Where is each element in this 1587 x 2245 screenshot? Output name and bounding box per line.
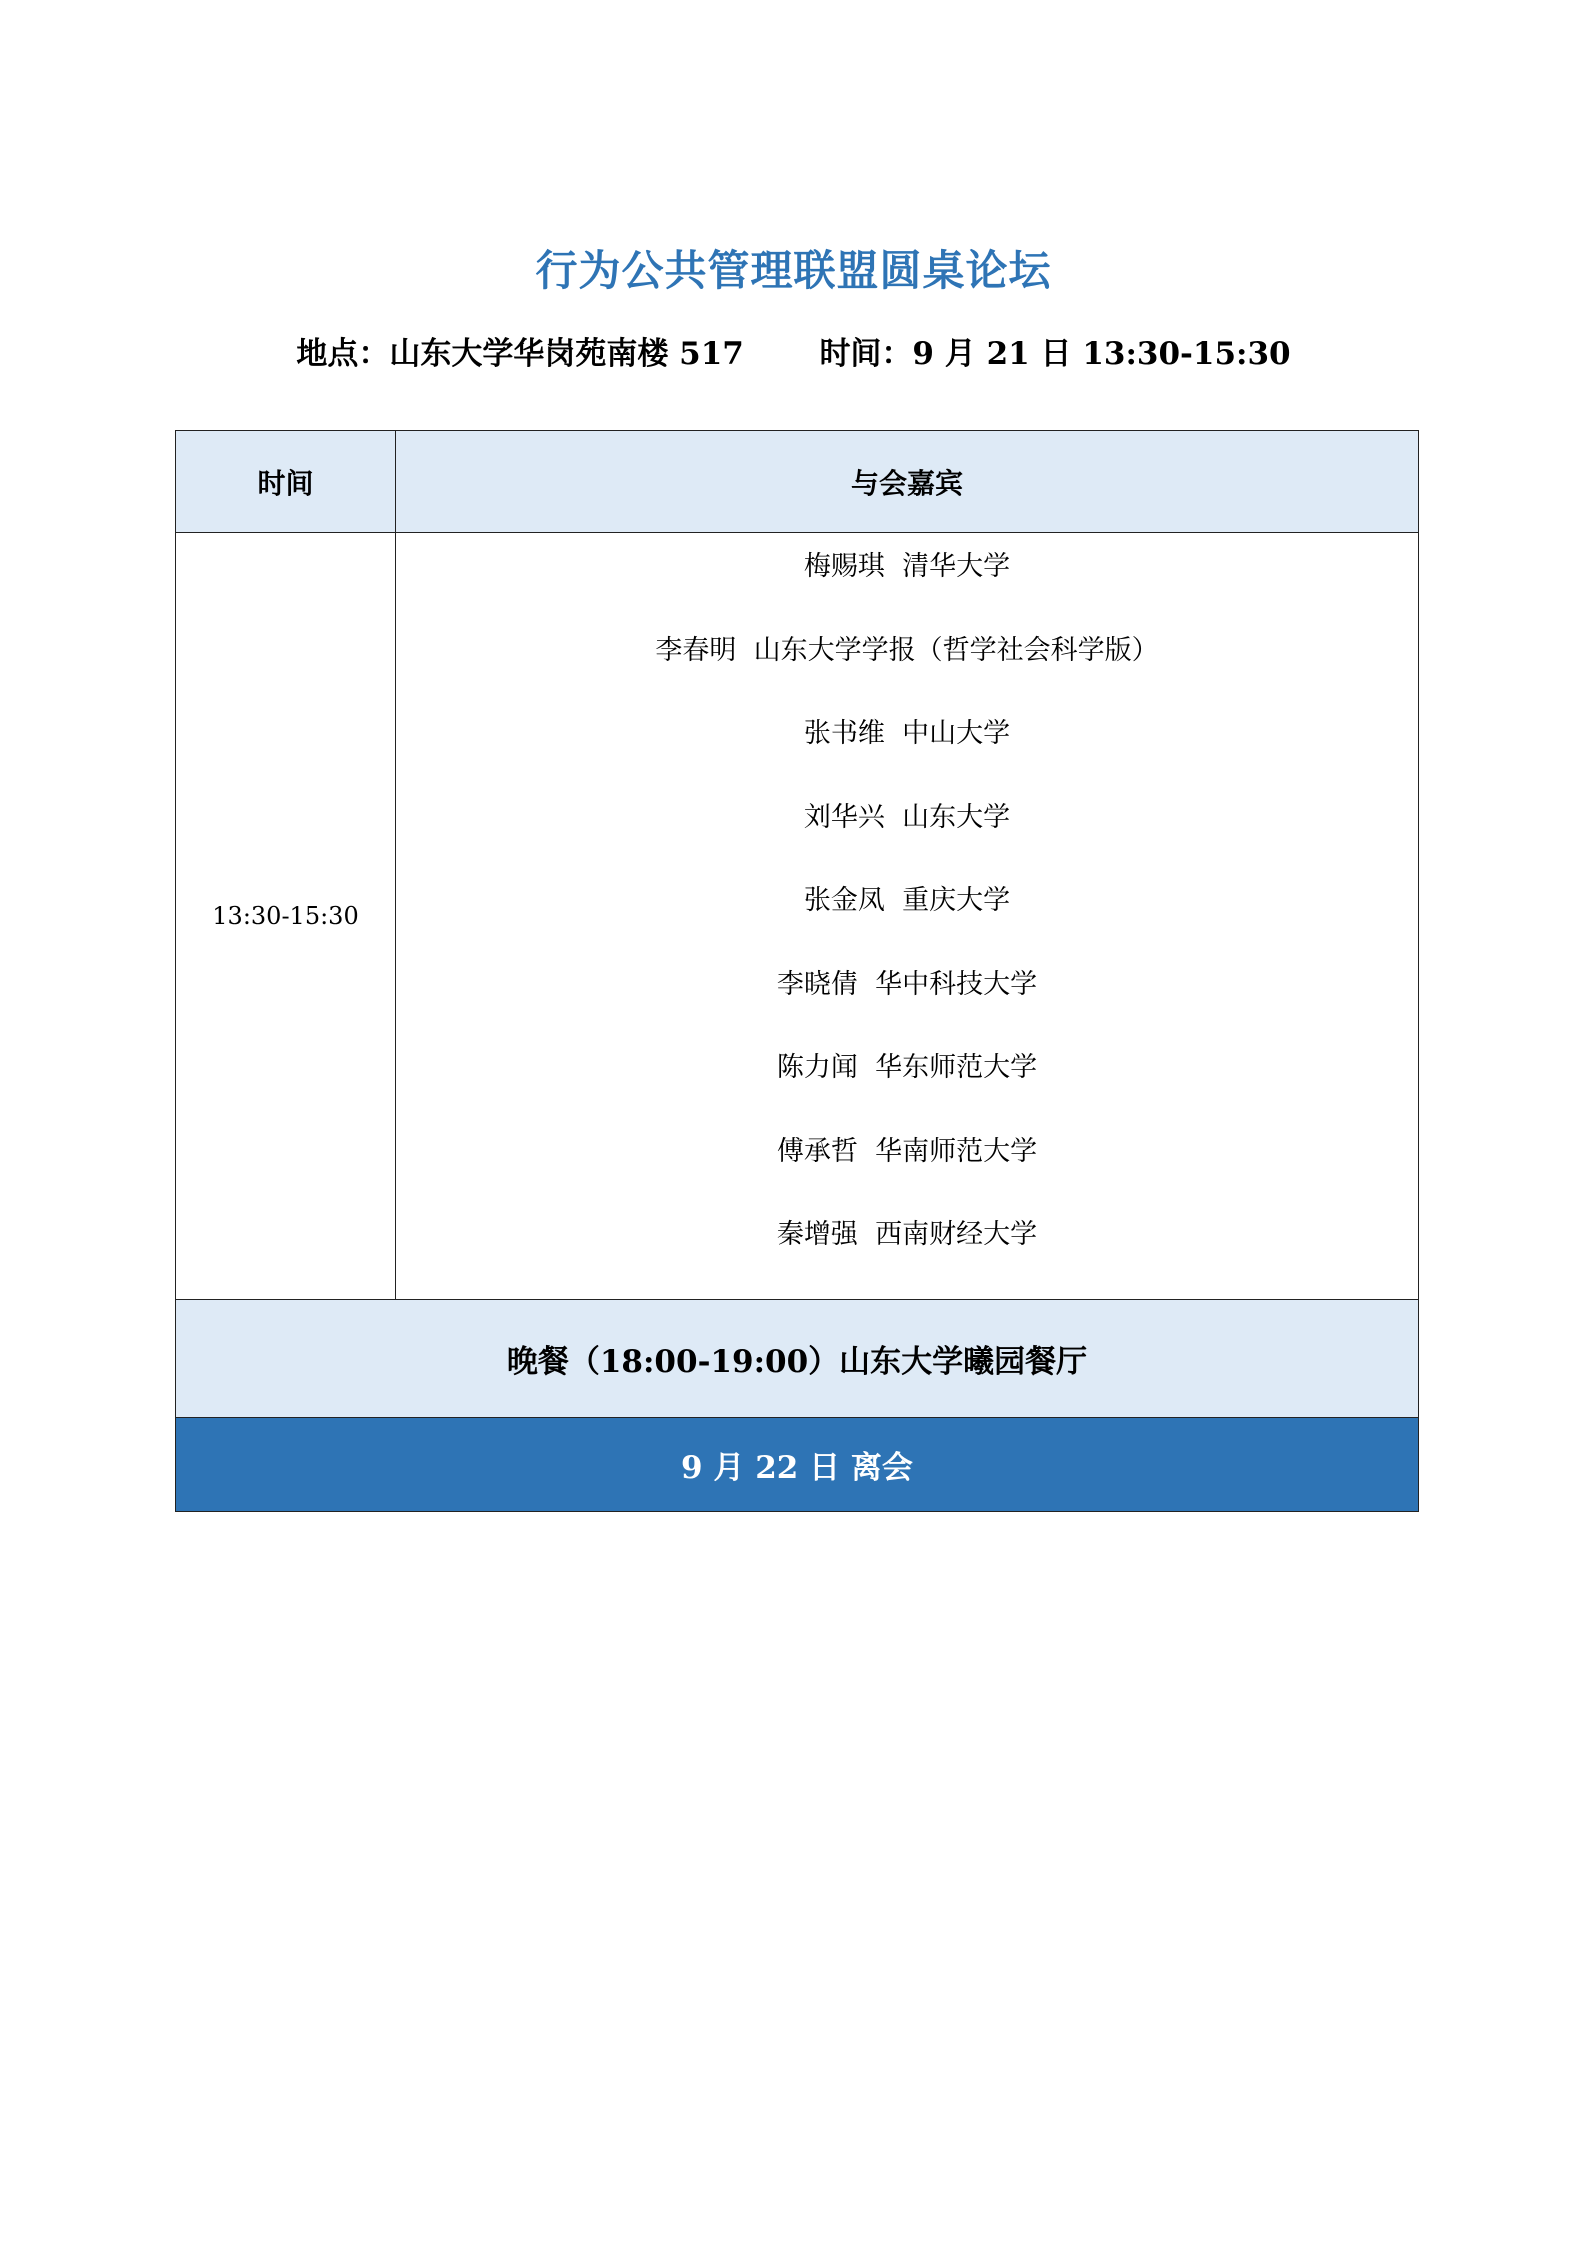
schedule-table bbox=[175, 430, 1419, 1512]
info-gap bbox=[744, 336, 820, 372]
guest-list bbox=[396, 533, 1418, 1299]
guest-item: 陈力闻 华东师范大学 bbox=[776, 1052, 1038, 1083]
guest-item: 张书维 中山大学 bbox=[803, 718, 1011, 749]
session-time: 13:30-15:30 bbox=[176, 533, 396, 1300]
page-title: 行为公共管理联盟圆桌论坛 bbox=[535, 246, 1052, 295]
guest-item: 梅赐琪 清华大学 bbox=[803, 551, 1011, 582]
guest-item: 李春明 山东大学学报（哲学社会科学版） bbox=[655, 634, 1159, 666]
departure-info: 9 月 22 日 离会 bbox=[176, 1417, 1419, 1511]
table-header-row bbox=[176, 431, 1419, 533]
dinner-row bbox=[176, 1299, 1419, 1417]
event-location: 地点：山东大学华岗苑南楼 517 bbox=[296, 336, 744, 372]
event-time: 时间：9 月 21 日 13:30-15:30 bbox=[819, 336, 1291, 372]
guests-cell bbox=[396, 533, 1419, 1300]
header-guests: 与会嘉宾 bbox=[396, 431, 1419, 533]
departure-row bbox=[176, 1417, 1419, 1511]
event-info bbox=[0, 328, 1587, 373]
guest-item: 李晓倩 华中科技大学 bbox=[776, 968, 1038, 1000]
session-row bbox=[176, 533, 1419, 1300]
guest-item: 张金凤 重庆大学 bbox=[803, 885, 1011, 916]
guest-item: 傅承哲 华南师范大学 bbox=[776, 1135, 1038, 1167]
guest-item: 刘华兴 山东大学 bbox=[803, 801, 1011, 833]
header-time: 时间 bbox=[176, 431, 396, 533]
guest-item: 秦增强 西南财经大学 bbox=[776, 1219, 1038, 1250]
dinner-info: 晚餐（18:00-19:00）山东大学曦园餐厅 bbox=[176, 1299, 1419, 1417]
